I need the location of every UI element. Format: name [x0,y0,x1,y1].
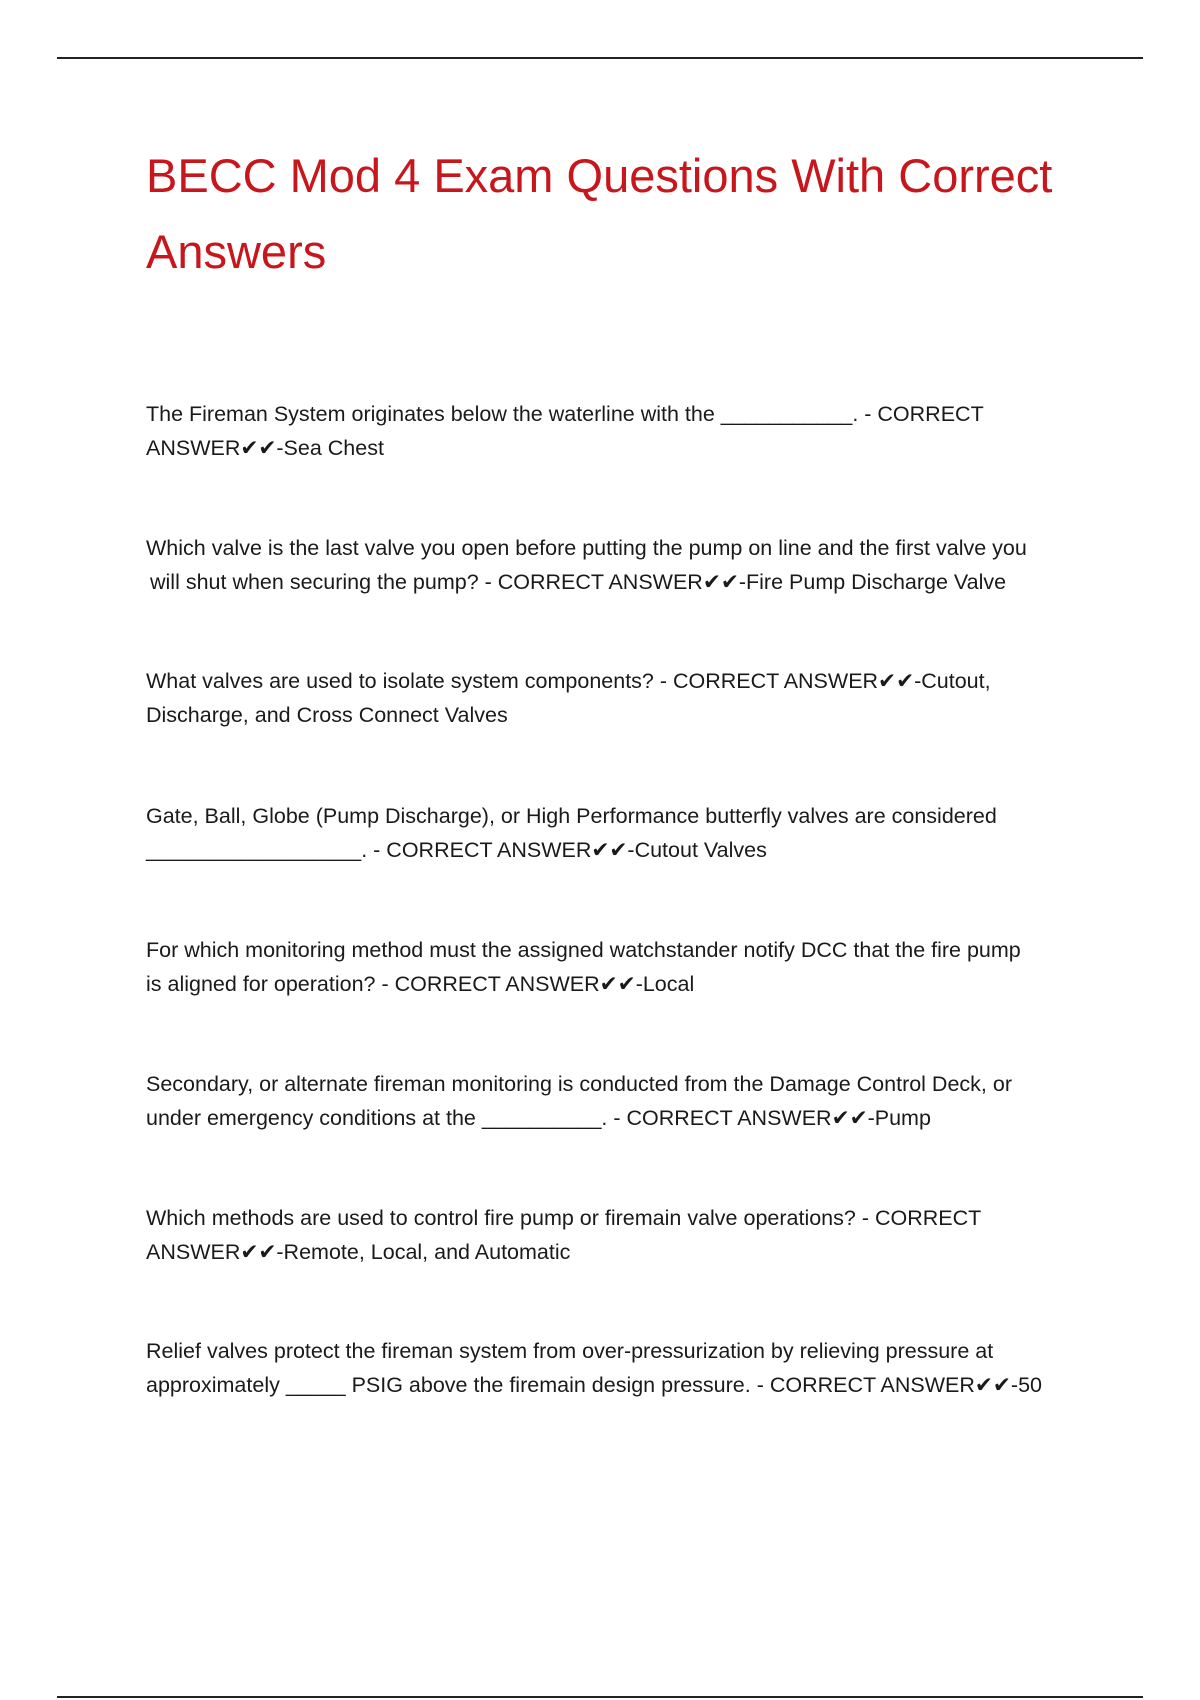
question-text: Which valve is the last valve you open before putting the pump on line and the first valve you [146,536,1027,560]
title-line-1: BECC Mod 4 Exam Questions With Correct [146,149,1053,202]
qa-item-5 [146,933,1096,1001]
bottom-horizontal-rule [57,1696,1143,1698]
qa-item-8 [146,1334,1096,1402]
answer-text: is aligned for operation? - CORRECT ANSWER✔✔-Local [146,972,695,996]
qa-item-3 [146,664,1096,732]
qa-item-2 [146,531,1096,599]
question-text: What valves are used to isolate system components? - CORRECT ANSWER✔✔-Cutout, [146,669,991,693]
question-text: The Fireman System originates below the waterline with the ___________. - CORRECT [146,402,984,426]
question-text: Which methods are used to control fire pump or firemain valve operations? - CORRECT [146,1206,982,1230]
answer-text: __________________. - CORRECT ANSWER✔✔-Cutout Valves [146,838,767,862]
question-text: Gate, Ball, Globe (Pump Discharge), or High Performance butterfly valves are considered [146,804,997,828]
qa-item-6 [146,1067,1096,1135]
answer-text: approximately _____ PSIG above the firemain design pressure. - CORRECT ANSWER✔✔-50 [146,1373,1043,1397]
answer-text: Discharge, and Cross Connect Valves [146,703,508,727]
answer-text: will shut when securing the pump? - CORRECT ANSWER✔✔-Fire Pump Discharge Valve [150,570,1007,594]
answer-text: ANSWER✔✔-Sea Chest [146,436,384,460]
question-text: For which monitoring method must the assigned watchstander notify DCC that the fire pump [146,938,1021,962]
answer-text: ANSWER✔✔-Remote, Local, and Automatic [146,1240,571,1264]
qa-item-7 [146,1201,1096,1269]
qa-item-4 [146,799,1096,867]
document-title [146,138,1086,290]
question-text: Secondary, or alternate fireman monitoring is conducted from the Damage Control Deck, or [146,1072,1012,1096]
title-line-2: Answers [146,225,327,278]
qa-item-1 [146,397,1096,465]
answer-text: under emergency conditions at the __________. - CORRECT ANSWER✔✔-Pump [146,1106,931,1130]
top-horizontal-rule [57,57,1143,59]
question-text: Relief valves protect the fireman system from over-pressurization by relieving pressure at [146,1339,994,1363]
